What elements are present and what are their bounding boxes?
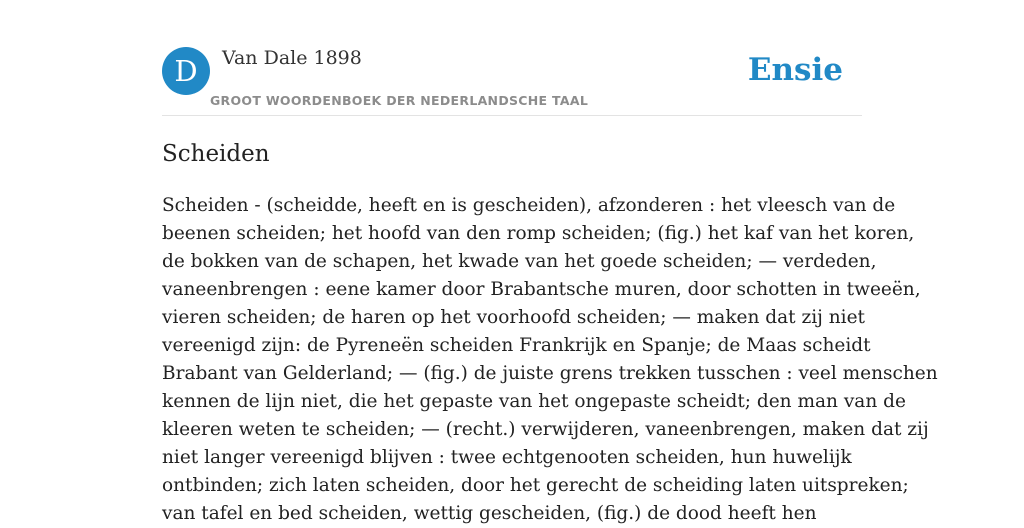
page-header <box>162 0 862 116</box>
definition-line: Scheiden - (scheidde, heeft en is gescheiden), afzonderen : het vleesch van de <box>162 195 896 216</box>
definition-line: ontbinden; zich laten scheiden, door het gerecht de scheiding laten uitspreken; <box>162 475 909 496</box>
definition-line: van tafel en bed scheiden, wettig gescheiden, (fig.) de dood heeft hen <box>162 503 817 524</box>
definition-line: kennen de lijn niet, die het gepaste van het ongepaste scheidt; den man van de <box>162 391 906 412</box>
definition-line: vereenigd zijn: de Pyreneën scheiden Frankrijk en Spanje; de Maas scheidt <box>162 335 871 356</box>
definition-line: de bokken van de schapen, het kwade van het goede scheiden; — verdeden, <box>162 251 877 272</box>
definition-line: Brabant van Gelderland; — (fig.) de juiste grens trekken tusschen : veel menschen <box>162 363 938 384</box>
entry-title: Scheiden <box>162 141 270 167</box>
dictionary-subtitle: GROOT WOORDENBOEK DER NEDERLANDSCHE TAAL <box>210 93 589 108</box>
definition-line: vieren scheiden; de haren op het voorhoofd scheiden; — maken dat zij niet <box>162 307 865 328</box>
header-divider <box>162 115 862 116</box>
entry-definition <box>162 192 938 528</box>
dictionary-title-link[interactable]: Van Dale 1898 <box>222 47 362 69</box>
definition-line: niet langer vereenigd blijven : twee echtgenooten scheiden, hun huwelijk <box>162 447 852 468</box>
definition-line: kleeren weten te scheiden; — (recht.) verwijderen, vaneenbrengen, maken dat zij <box>162 419 929 440</box>
ensie-brand-logo[interactable]: Ensie <box>747 52 843 88</box>
dictionary-logo[interactable]: D <box>162 47 210 95</box>
dictionary-page <box>162 0 938 524</box>
definition-line: vaneenbrengen : eene kamer door Brabantsche muren, door schotten in tweeën, <box>162 279 921 300</box>
definition-line: beenen scheiden; het hoofd van den romp scheiden; (fig.) het kaf van het koren, <box>162 223 915 244</box>
